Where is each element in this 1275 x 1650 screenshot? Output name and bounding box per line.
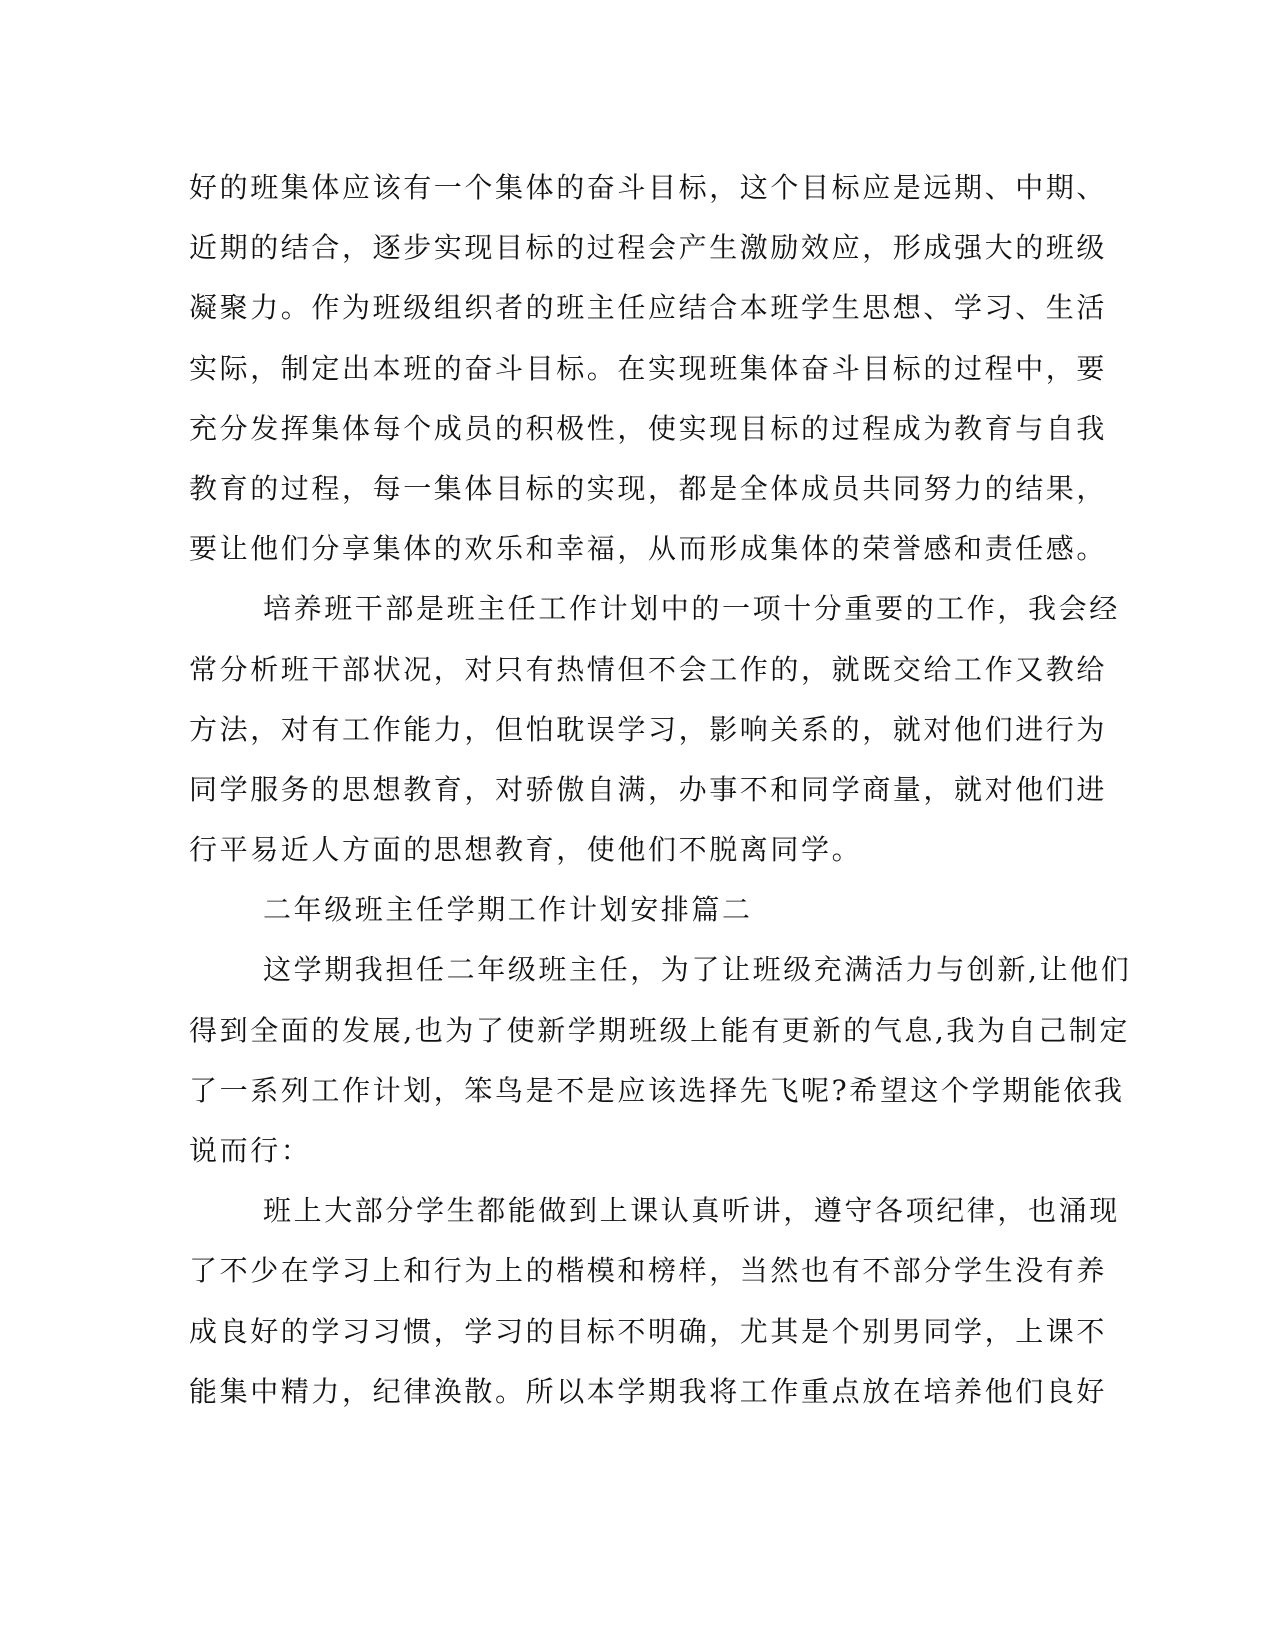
body-line: 说而行： bbox=[189, 1134, 312, 1167]
body-line: 成良好的学习习惯，学习的目标不明确，尤其是个别男同学，上课不 bbox=[189, 1314, 1108, 1348]
body-line: 近期的结合，逐步实现目标的过程会产生激励效应，形成强大的班级 bbox=[189, 231, 1108, 265]
body-line: 能集中精力，纪律涣散。所以本学期我将工作重点放在培养他们良好 bbox=[189, 1374, 1108, 1408]
body-line: 好的班集体应该有一个集体的奋斗目标，这个目标应是远期、中期、 bbox=[189, 171, 1108, 204]
body-line: 常分析班干部状况，对只有热情但不会工作的，就既交给工作又教给 bbox=[189, 652, 1108, 686]
body-line: 得到全面的发展,也为了使新学期班级上能有更新的气息,我为自己制定 bbox=[189, 1013, 1131, 1047]
section-heading: 二年级班主任学期工作计划安排篇二 bbox=[263, 893, 753, 927]
paragraph-start-line: 这学期我担任二年级班主任，为了让班级充满活力与创新,让他们 bbox=[263, 953, 1132, 987]
document-body bbox=[189, 158, 1132, 1422]
body-line: 了一系列工作计划，笨鸟是不是应该选择先飞呢?希望这个学期能依我 bbox=[189, 1073, 1125, 1107]
body-line: 同学服务的思想教育，对骄傲自满，办事不和同学商量，就对他们进 bbox=[189, 772, 1108, 806]
body-line: 了不少在学习上和行为上的楷模和榜样，当然也有不部分学生没有养 bbox=[189, 1254, 1108, 1288]
body-line: 凝聚力。作为班级组织者的班主任应结合本班学生思想、学习、生活 bbox=[189, 291, 1108, 325]
body-line: 实际，制定出本班的奋斗目标。在实现班集体奋斗目标的过程中，要 bbox=[189, 351, 1108, 385]
paragraph-start-line: 培养班干部是班主任工作计划中的一项十分重要的工作，我会经 bbox=[263, 592, 1120, 626]
paragraph-start-line: 班上大部分学生都能做到上课认真听讲，遵守各项纪律，也涌现 bbox=[263, 1194, 1120, 1228]
body-line: 要让他们分享集体的欢乐和幸福，从而形成集体的荣誉感和责任感。 bbox=[189, 532, 1108, 566]
body-line: 行平易近人方面的思想教育，使他们不脱离同学。 bbox=[189, 833, 863, 867]
body-line: 方法，对有工作能力，但怕耽误学习，影响关系的，就对他们进行为 bbox=[189, 712, 1108, 746]
body-line: 充分发挥集体每个成员的积极性，使实现目标的过程成为教育与自我 bbox=[189, 411, 1108, 445]
body-line: 教育的过程，每一集体目标的实现，都是全体成员共同努力的结果， bbox=[189, 471, 1108, 505]
